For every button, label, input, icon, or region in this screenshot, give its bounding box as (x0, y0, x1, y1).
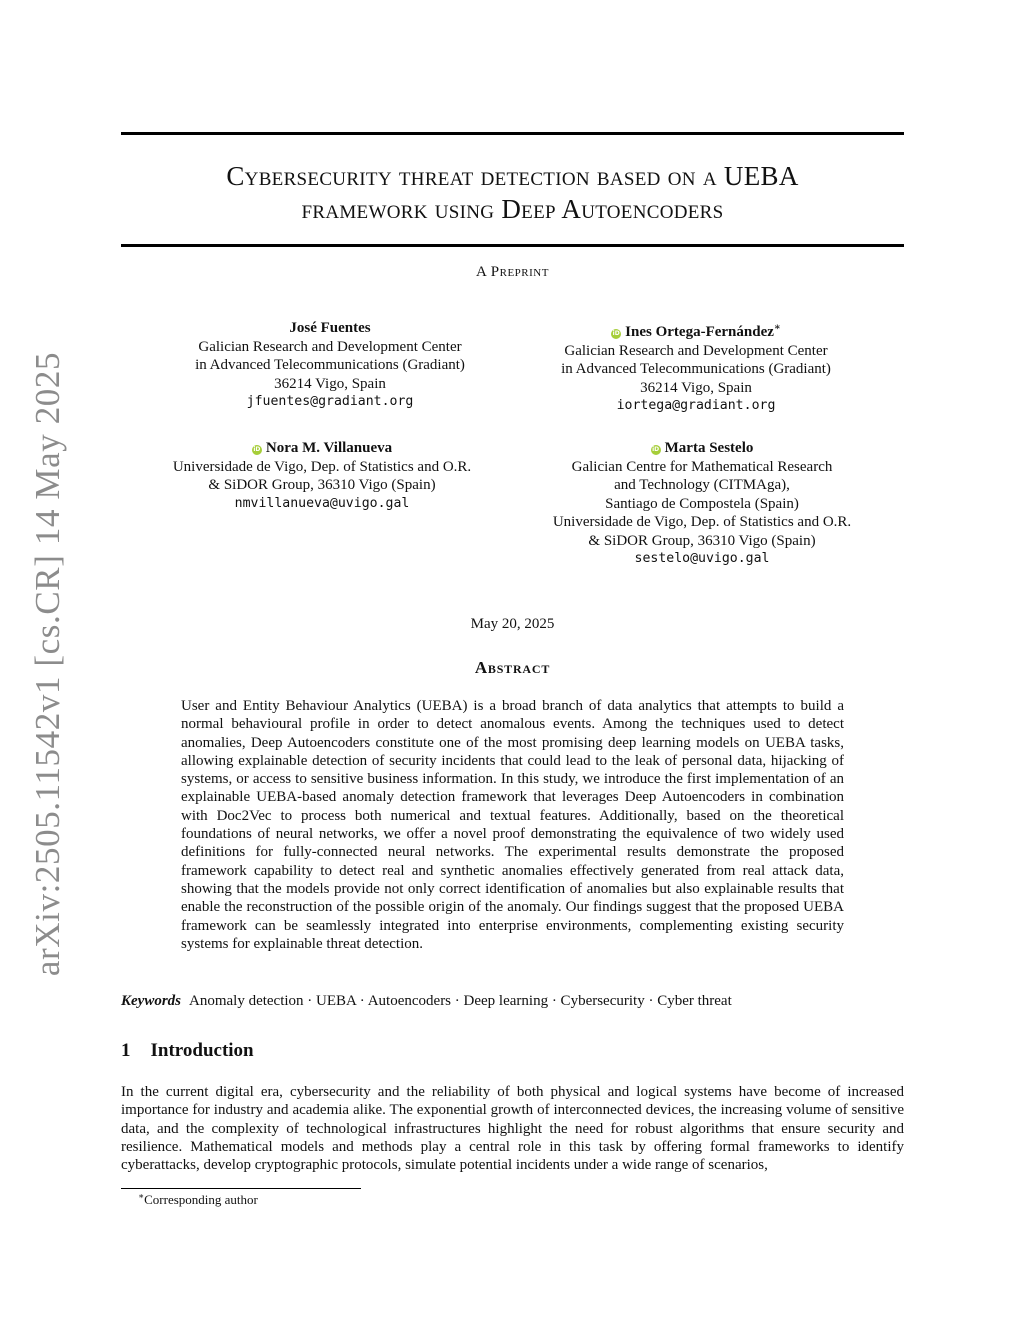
footnote-marker: ∗ (138, 1191, 145, 1201)
affiliation-line: Santiago de Compostela (Spain) (605, 495, 799, 512)
author-block-fuentes (150, 319, 510, 412)
abstract-heading: Abstract (474, 658, 551, 677)
affiliation-line: 36214 Vigo, Spain (640, 379, 752, 396)
orcid-icon[interactable]: iD (253, 446, 261, 453)
orcid-icon[interactable]: iD (652, 446, 660, 453)
orcid-icon[interactable]: iD (612, 330, 620, 337)
abstract-body: User and Entity Behaviour Analytics (UEBA) is a broad branch of data analytics that attempts to build a normal behavioural profile in order to detect anomalous events. Among the techniques used to detect anomalies, Deep Autoencoders constitute one of the most promising deep learning models on UEBA tasks, allowing explainable detection of security incidents that could lead to the leak of personal data, hijacking of systems, or access to sensitive business information. In this study, we introduce the first implementation of an explainable UEBA-based anomaly detection framework that leverages Deep Autoencoders in combination with Doc2Vec to process both numerical and textual features. Additionally, based on the theoretical foundations of neural networks, we offer a novel proof demonstrating the equivalence of two widely used definitions for fully-connected neural networks. The experimental results demonstrate the proposed framework capability to detect real and synthetic anomalies effectively generated from real attack data, showing that the models provide not only correct identification of anomalies but also explainable results that enable the reconstruction of the possible origin of the anomaly. Our findings suggest that the proposed UEBA framework can be seamlessly integrated into enterprise environments, complementing existing security systems for explainable threat detection. (181, 698, 844, 952)
author-block-ortega (515, 319, 877, 416)
corresponding-marker: ∗ (773, 322, 781, 333)
title-line-2: framework using Deep Autoencoders (301, 194, 724, 224)
affiliation-line: in Advanced Telecommunications (Gradiant) (561, 361, 831, 377)
author-name: José Fuentes (289, 320, 371, 336)
section-title: Introduction (150, 1040, 254, 1061)
affiliation-line: & SiDOR Group, 36310 Vigo (Spain) (208, 477, 436, 493)
affiliation-line: & SiDOR Group, 36310 Vigo (Spain) (588, 532, 816, 549)
affiliation-line: in Advanced Telecommunications (Gradiant) (195, 357, 465, 373)
author-email[interactable]: jfuentes@gradiant.org (246, 394, 414, 409)
affiliation-line: Universidade de Vigo, Dep. of Statistics and O.R. (172, 458, 472, 475)
affiliation-line: Galician Research and Development Center (564, 342, 828, 359)
footnote-text: Corresponding author (144, 1192, 258, 1207)
footnote (138, 1191, 258, 1208)
author-name-row (515, 439, 889, 458)
section-heading-introduction (121, 1040, 254, 1062)
title-line-1: Cybersecurity threat detection based on a UEBA (226, 161, 799, 191)
author-name-row (130, 439, 514, 458)
author-email[interactable]: nmvillanueva@uvigo.gal (234, 495, 410, 511)
section-number: 1 (121, 1040, 131, 1061)
author-name-row (515, 319, 877, 342)
author-email[interactable]: sestelo@uvigo.gal (634, 551, 770, 566)
affiliation-line: Universidade de Vigo, Dep. of Statistics and O.R. (552, 514, 852, 530)
affiliation-line: 36214 Vigo, Spain (274, 375, 386, 392)
keywords-list: Anomaly detection · UEBA · Autoencoders · Deep learning · Cybersecurity · Cyber threat (189, 993, 732, 1009)
affiliation-line: Galician Centre for Mathematical Research (571, 458, 833, 475)
publication-date: May 20, 2025 (470, 616, 555, 632)
affiliation-line: Galician Research and Development Center (198, 338, 462, 355)
author-name: Nora M. Villanueva (265, 440, 393, 456)
author-name: Ines Ortega-Fernández (625, 324, 774, 340)
keywords-line (121, 993, 904, 1010)
author-name: Marta Sestelo (664, 440, 754, 456)
preprint-label: A Preprint (476, 264, 549, 280)
author-email[interactable]: iortega@gradiant.org (616, 398, 776, 413)
affiliation-line: and Technology (CITMAga), (614, 477, 790, 493)
introduction-body: In the current digital era, cybersecurity and the reliability of both physical and logical systems have become of increased importance for industry and academia alike. The exponential growth of interconnected devices, the increasing volume of sensitive data, and the complexity of technological infrastructures highlight the need for robust algorithms that ensure security and resilience. Mathematical models and methods play a central role in this task by offering formal frameworks to identify cyberattacks, develop cryptographic protocols, simulate potential incidents under a wide range of scenarios, (121, 1084, 904, 1174)
title-bottom-rule (121, 244, 904, 247)
keywords-label: Keywords (121, 993, 181, 1009)
paper-title (121, 160, 904, 226)
title-top-rule (121, 132, 904, 135)
author-block-sestelo (515, 439, 889, 569)
arxiv-stamp: arXiv:2505.11542v1 [cs.CR] 14 May 2025 (28, 351, 67, 977)
author-block-villanueva (130, 439, 514, 513)
footnote-rule (121, 1188, 361, 1189)
